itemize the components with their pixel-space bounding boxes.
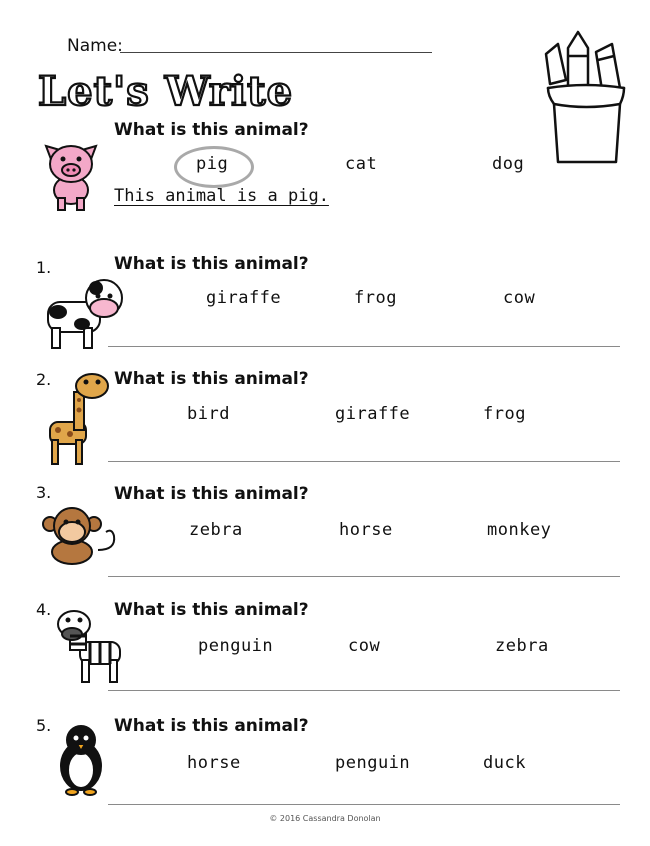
cow-icon <box>38 276 128 352</box>
choice-3b[interactable]: horse <box>339 520 393 540</box>
item-number: 3. <box>36 483 52 502</box>
choice-1b[interactable]: frog <box>354 288 397 308</box>
item-number: 4. <box>36 600 52 619</box>
example-choice-pig[interactable]: pig <box>196 154 229 174</box>
choice-4a[interactable]: penguin <box>198 636 274 656</box>
choice-5a[interactable]: horse <box>187 753 241 773</box>
question-4: What is this animal? <box>114 600 309 620</box>
pencil-cup-icon <box>540 30 630 168</box>
name-field[interactable] <box>120 52 432 53</box>
choice-2a[interactable]: bird <box>187 404 230 424</box>
question-5: What is this animal? <box>114 716 309 736</box>
monkey-icon <box>42 506 120 568</box>
choice-1c[interactable]: cow <box>503 288 536 308</box>
choice-3c[interactable]: monkey <box>487 520 552 540</box>
item-number: 1. <box>36 258 52 277</box>
copyright-footer: © 2016 Cassandra Donolan <box>269 814 381 823</box>
choice-4c[interactable]: zebra <box>495 636 549 656</box>
example-sentence: This animal is a pig. <box>114 186 329 206</box>
choice-5b[interactable]: penguin <box>335 753 411 773</box>
example-question: What is this animal? <box>114 120 309 140</box>
answer-line-3[interactable] <box>108 576 620 577</box>
choice-2b[interactable]: giraffe <box>335 404 411 424</box>
question-1: What is this animal? <box>114 254 309 274</box>
choice-1a[interactable]: giraffe <box>206 288 282 308</box>
question-2: What is this animal? <box>114 369 309 389</box>
example-choice-dog[interactable]: dog <box>492 154 525 174</box>
question-3: What is this animal? <box>114 484 309 504</box>
example-choice-cat[interactable]: cat <box>345 154 378 174</box>
choice-3a[interactable]: zebra <box>189 520 243 540</box>
penguin-icon <box>58 724 104 796</box>
item-number: 5. <box>36 716 52 735</box>
choice-2c[interactable]: frog <box>483 404 526 424</box>
page-title: Let's Write <box>38 68 294 115</box>
answer-line-1[interactable] <box>108 346 620 347</box>
name-label: Name: <box>67 36 123 56</box>
choice-5c[interactable]: duck <box>483 753 526 773</box>
answer-line-4[interactable] <box>108 690 620 691</box>
pig-icon <box>40 140 102 212</box>
answer-line-2[interactable] <box>108 461 620 462</box>
answer-line-5[interactable] <box>108 804 620 805</box>
item-number: 2. <box>36 370 52 389</box>
giraffe-icon <box>42 370 112 466</box>
choice-4b[interactable]: cow <box>348 636 381 656</box>
